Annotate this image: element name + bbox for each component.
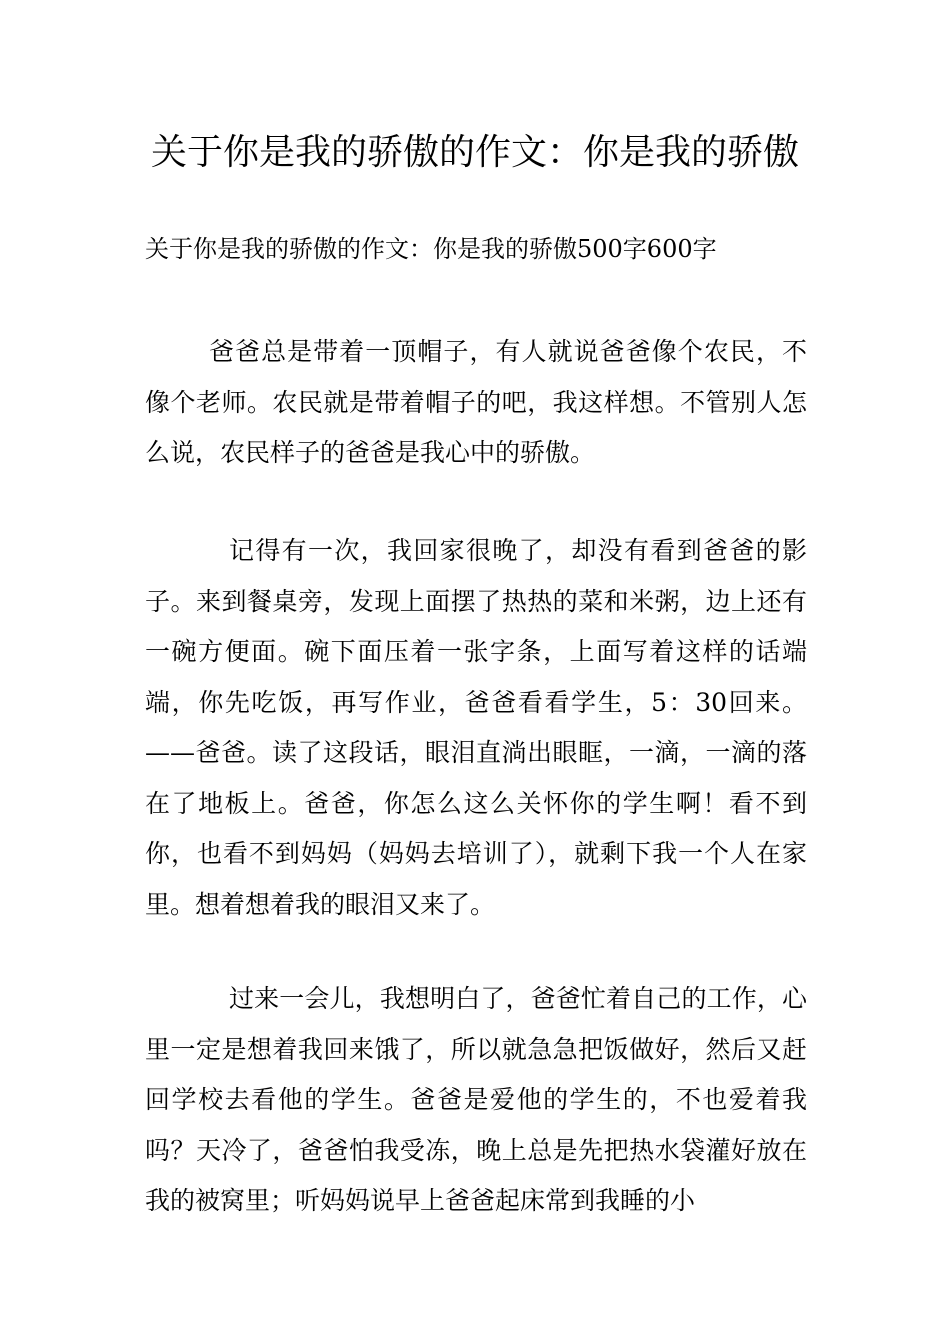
document-title: 关于你是我的骄傲的作文：你是我的骄傲 [150,132,799,173]
document-subtitle: 关于你是我的骄傲的作文：你是我的骄傲500字600字 [145,235,717,263]
paragraph-1: 爸爸总是带着一顶帽子，有人就说爸爸像个农民，不像个老师。农民就是带着帽子的吧，我这样想。不管别人怎么说，农民样子的爸爸是我心中的骄傲。 [145,337,807,467]
paragraph-2: 记得有一次，我回家很晚了，却没有看到爸爸的影子。来到餐桌旁，发现上面摆了热热的菜和米粥，边上还有一碗方便面。碗下面压着一张字条，上面写着这样的话端端，你先吃饭，再写作业，爸爸看看学生，5：30回来。——爸爸。读了这段话，眼泪直淌出眼眶，一滴，一滴的落在了地板上。爸爸，你怎么这么关怀你的学生啊！看不到你，也看不到妈妈（妈妈去培训了），就剩下我一个人在家里。想着想着我的眼泪又来了。 [145,536,807,919]
paragraph-3: 过来一会儿，我想明白了，爸爸忙着自己的工作，心里一定是想着我回来饿了，所以就急急把饭做好，然后又赶回学校去看他的学生。爸爸是爱他的学生的，不也爱着我吗？天冷了，爸爸怕我受冻，晚上总是先把热水袋灌好放在我的被窝里；听妈妈说早上爸爸起床常到我睡的小 [145,984,807,1215]
